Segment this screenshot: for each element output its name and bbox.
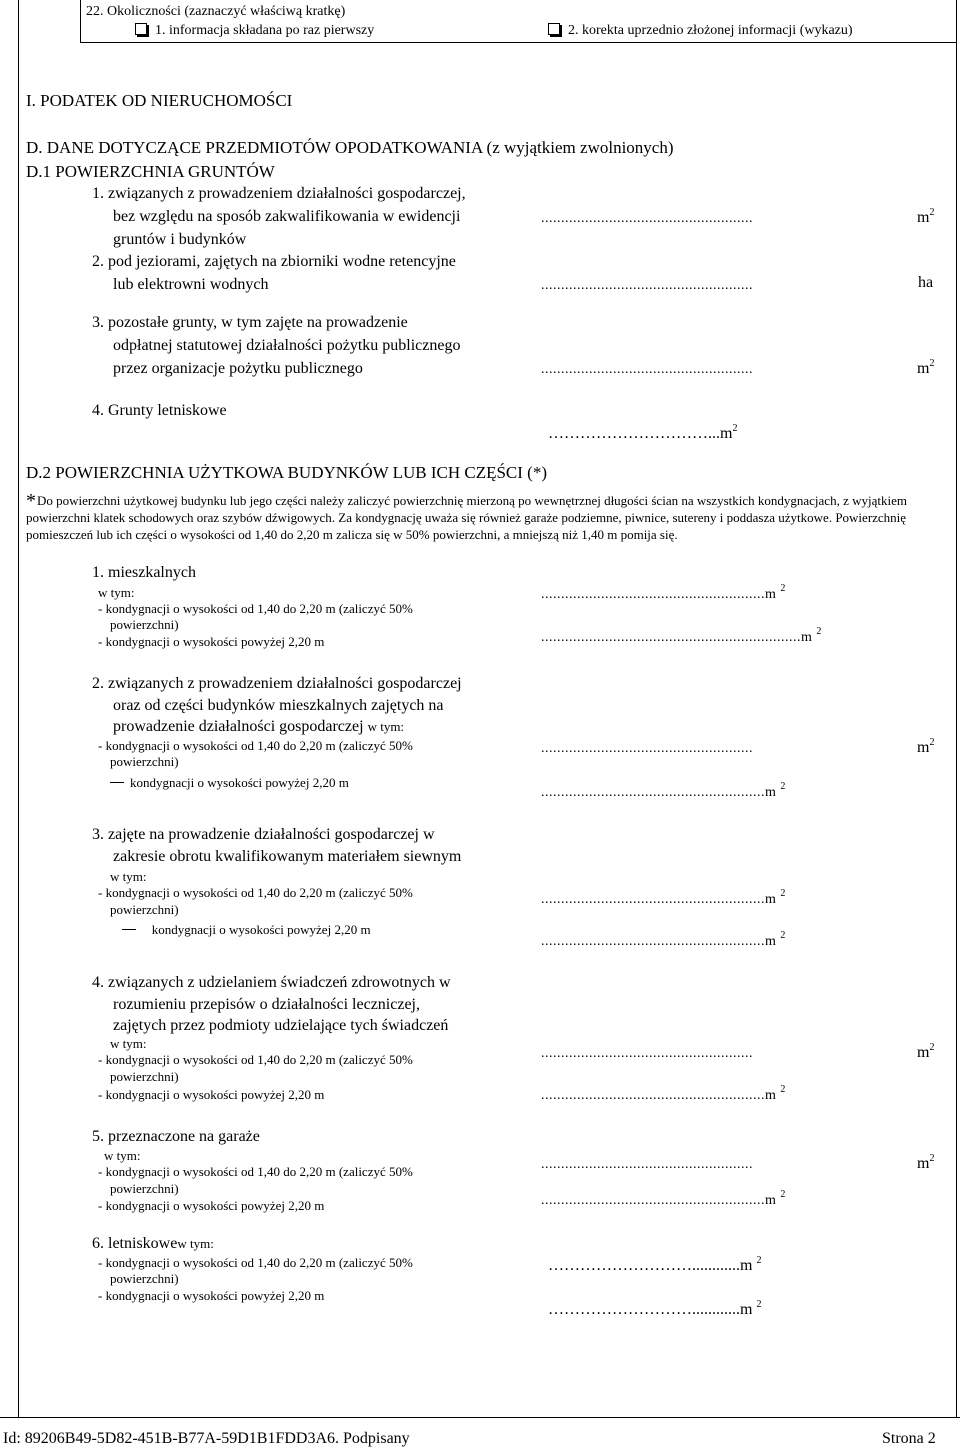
d2-item4-low2: powierzchni) xyxy=(110,1069,179,1084)
d2-item3-value1[interactable]: ........................................................m $^2$ xyxy=(541,888,786,907)
d1-item4-value[interactable]: $\dots\dots\dots\dots\dots\dots\dots\dots\dots\dots...m^2$ xyxy=(548,423,738,442)
d2-item1-wtym: w tym: xyxy=(98,585,135,600)
d1-item2-line2: lub elektrowni wodnych xyxy=(113,276,269,293)
d2-item4-low: - kondygnacji o wysokości od 1,40 do 2,20 m (zaliczyć 50% xyxy=(98,1052,413,1067)
d1-item3-value[interactable]: ..................................................... xyxy=(541,362,753,377)
d2-item6-high: - kondygnacji o wysokości powyżej 2,20 m xyxy=(98,1288,325,1303)
footer-top-line xyxy=(0,1417,960,1418)
d2-item6-value2[interactable]: ………………………............m $^2$ xyxy=(548,1299,762,1318)
d1-item3-line2: odpłatnej statutowej działalności pożytku publicznego xyxy=(113,337,461,354)
d1-item1-line2: bez względu na sposób zakwalifikowania w ewidencji xyxy=(113,208,461,225)
d2-item6-low2: powierzchni) xyxy=(110,1271,179,1286)
d2-item1-high: - kondygnacji o wysokości powyżej 2,20 m xyxy=(98,634,325,649)
checkbox-first-filing[interactable] xyxy=(135,23,147,35)
d2-item4-high: - kondygnacji o wysokości powyżej 2,20 m xyxy=(98,1087,325,1102)
d2-title: D.2 POWIERZCHNIA UŻYTKOWA BUDYNKÓW LUB ICH CZĘŚCI (*) xyxy=(26,463,547,482)
d2-item2-title-1: 2. związanych z prowadzeniem działalności gospodarczej xyxy=(92,675,462,692)
d2-item6-low: - kondygnacji o wysokości od 1,40 do 2,20 m (zaliczyć 50% xyxy=(98,1255,413,1270)
option-correction[interactable]: 2. korekta uprzednio złożonej informacji (wykazu) xyxy=(548,23,853,39)
section-i-title: I. PODATEK OD NIERUCHOMOŚCI xyxy=(26,91,293,110)
d2-item6-title: 6. letniskowew tym: xyxy=(92,1235,214,1252)
section-d-title: D. DANE DOTYCZĄCE PRZEDMIOTÓW OPODATKOWANIA (z wyjątkiem zwolnionych) xyxy=(26,138,674,157)
d2-note: Do powierzchni użytkowej budynku lub jego części należy zaliczyć powierzchnię mierzoną po wewnętrznej długości ścian na wszystkich kondygnacjach, z wyjątkiem powierzchni klatek schodowych oraz szybów dźwigowych. Za kondygnację uważa się również garaże podziemne, piwnice, sutereny i poddasza użytkowe. Powierzchnię pomieszczeń lub ich części o wysokości od 1,40 do 2,20 m zalicza się w 50% powierzchni, a mniejszą niż 1,40 m pomija się. xyxy=(26,493,907,542)
footer-page-number: Strona 2 xyxy=(882,1430,936,1447)
d2-item4-title-3: zajętych przez podmioty udzielające tych świadczeń xyxy=(113,1017,449,1034)
d2-item3-low: - kondygnacji o wysokości od 1,40 do 2,20 m (zaliczyć 50% xyxy=(98,885,413,900)
d2-item4-title-2: rozumieniu przepisów o działalności leczniczej, xyxy=(113,996,420,1013)
d2-item3-title-1: 3. zajęte na prowadzenie działalności gospodarczej w xyxy=(92,826,435,843)
d2-item5-unit1: $m^2$ xyxy=(917,1153,935,1172)
d2-item1-value1[interactable]: ........................................................m $^2$ xyxy=(541,583,786,602)
d2-item4-value2[interactable]: ........................................................m $^2$ xyxy=(541,1084,786,1103)
d1-item4-label: 4. Grunty letniskowe xyxy=(92,402,227,419)
d1-item1-line3: gruntów i budynków xyxy=(113,231,247,248)
d2-item2-value2[interactable]: ........................................................m $^2$ xyxy=(541,781,786,800)
d1-title: D.1 POWIERZCHNIA GRUNTÓW xyxy=(26,162,275,181)
right-border xyxy=(956,0,957,1417)
d2-item3-high: kondygnacji o wysokości powyżej 2,20 m xyxy=(122,922,371,938)
d2-item2-low2: powierzchni) xyxy=(110,754,179,769)
d2-item3-low2: powierzchni) xyxy=(110,902,179,917)
d2-item1-low: - kondygnacji o wysokości od 1,40 do 2,20 m (zaliczyć 50% xyxy=(98,601,413,616)
d2-item4-unit1: $m^2$ xyxy=(917,1042,935,1061)
d2-item5-high: - kondygnacji o wysokości powyżej 2,20 m xyxy=(98,1198,325,1213)
d1-item1-value[interactable]: ..................................................... xyxy=(541,211,753,226)
d2-item2-low: - kondygnacji o wysokości od 1,40 do 2,20 m (zaliczyć 50% xyxy=(98,738,413,753)
dash-icon xyxy=(110,782,124,783)
d2-item5-value1[interactable]: ..................................................... xyxy=(541,1157,753,1172)
d2-item5-wtym: w tym: xyxy=(104,1148,141,1163)
d2-item5-value2[interactable]: ........................................................m $^2$ xyxy=(541,1189,786,1208)
d1-item3-line3: przez organizacje pożytku publicznego xyxy=(113,360,363,377)
d1-item2-line1: 2. pod jeziorami, zajętych na zbiorniki wodne retencyjne xyxy=(92,253,456,270)
d2-item2-value1[interactable]: ..................................................... xyxy=(541,741,753,756)
d2-note-star: * xyxy=(26,490,36,512)
d2-item6-value1[interactable]: ………………………............m $^2$ xyxy=(548,1255,762,1274)
d2-item2-title-2: oraz od części budynków mieszkalnych zajętych na xyxy=(113,697,444,714)
d1-item1-line1: 1. związanych z prowadzeniem działalności gospodarczej, xyxy=(92,185,466,202)
d2-item2-unit1: $m^2$ xyxy=(917,737,935,756)
d1-item2-value[interactable]: ..................................................... xyxy=(541,278,753,293)
checkbox-correction[interactable] xyxy=(548,23,560,35)
left-border xyxy=(18,0,19,1417)
d2-item5-title: 5. przeznaczone na garaże xyxy=(92,1128,260,1145)
option-first-filing[interactable]: 1. informacja składana po raz pierwszy xyxy=(135,23,374,39)
d1-item1-unit: $m^2$ xyxy=(917,207,935,226)
d1-item3-unit: $m^2$ xyxy=(917,358,935,377)
d2-item1-value2[interactable]: .................................................................m $^2$ xyxy=(541,626,822,645)
d2-item4-title-1: 4. związanych z udzielaniem świadczeń zdrowotnych w xyxy=(92,974,451,991)
d2-item5-low: - kondygnacji o wysokości od 1,40 do 2,20 m (zaliczyć 50% xyxy=(98,1164,413,1179)
d2-item2-high: kondygnacji o wysokości powyżej 2,20 m xyxy=(110,775,349,791)
circumstances-title: 22. Okoliczności (zaznaczyć właściwą kratkę) xyxy=(86,4,346,19)
d2-item4-wtym: w tym: xyxy=(110,1036,147,1051)
d2-item1-low2: powierzchni) xyxy=(110,617,179,632)
d2-item3-wtym: w tym: xyxy=(110,869,147,884)
d2-item5-low2: powierzchni) xyxy=(110,1181,179,1196)
header-bottom-line xyxy=(80,42,956,43)
d2-item4-value1[interactable]: ..................................................... xyxy=(541,1046,753,1061)
d1-item2-unit: ha xyxy=(918,274,934,291)
d2-item2-title-3: prowadzenie działalności gospodarczej w tym: xyxy=(113,718,405,735)
d2-item1-title: 1. mieszkalnych xyxy=(92,564,196,581)
header-left-border xyxy=(80,0,81,42)
footer-id: Id: 89206B49-5D82-451B-B77A-59D1B1FDD3A6. Podpisany xyxy=(3,1430,410,1447)
d1-item3-line1: 3. pozostałe grunty, w tym zajęte na prowadzenie xyxy=(92,314,408,331)
d2-item3-value2[interactable]: ........................................................m $^2$ xyxy=(541,930,786,949)
d2-item3-title-2: zakresie obrotu kwalifikowanym materiałem siewnym xyxy=(113,848,462,865)
dash-icon xyxy=(122,929,136,930)
